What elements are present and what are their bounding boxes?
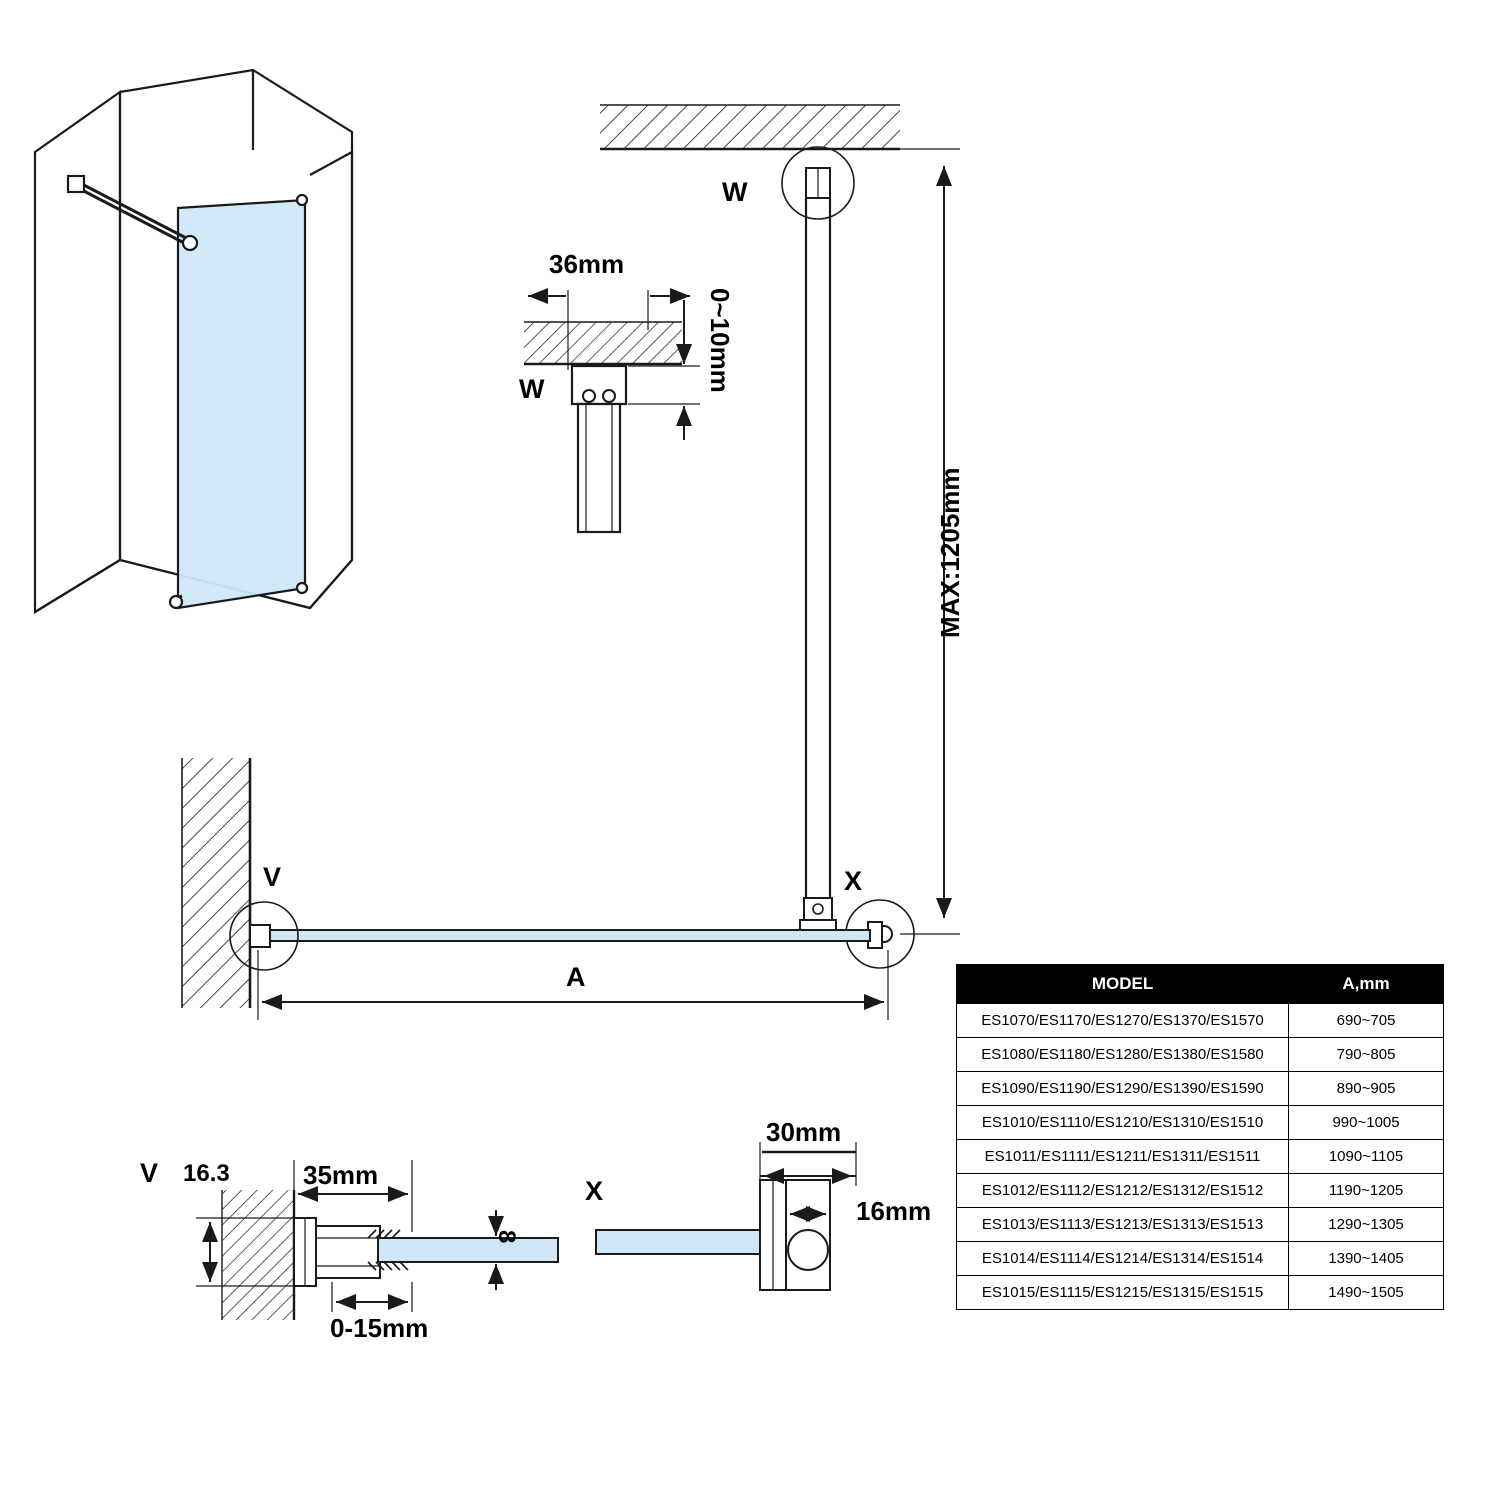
- cell-model: ES1012/ES1112/ES1212/ES1312/ES1512: [957, 1174, 1289, 1208]
- table-header-row: [957, 965, 1444, 1004]
- label-x-plan: X: [844, 866, 863, 896]
- label-v-detail: V: [140, 1158, 159, 1188]
- label-x-detail: X: [585, 1176, 604, 1206]
- dim-a: A: [566, 962, 586, 992]
- cell-model: ES1011/ES1111/ES1211/ES1311/ES1511: [957, 1140, 1289, 1174]
- dim-max-height: MAX:1205mm: [935, 467, 965, 638]
- dim-0-10mm: 0~10mm: [705, 288, 735, 393]
- table-row: [957, 1208, 1444, 1242]
- dim-36mm: 36mm: [549, 249, 625, 279]
- label-w-detail: W: [519, 374, 545, 404]
- isometric-view: [35, 70, 352, 612]
- cell-a: 890~905: [1289, 1072, 1444, 1106]
- dim-16-3: 16.3: [183, 1160, 230, 1187]
- table-row: [957, 1072, 1444, 1106]
- dim-35mm: 35mm: [303, 1160, 379, 1190]
- cell-a: 1190~1205: [1289, 1174, 1444, 1208]
- table-row: [957, 1106, 1444, 1140]
- cell-model: ES1010/ES1110/ES1210/ES1310/ES1510: [957, 1106, 1289, 1140]
- dim-0-15mm: 0-15mm: [330, 1313, 429, 1343]
- plan-view: [182, 758, 888, 1020]
- dim-30mm: 30mm: [766, 1117, 842, 1147]
- table-row: [957, 1242, 1444, 1276]
- table-row: [957, 1140, 1444, 1174]
- cell-model: ES1015/ES1115/ES1215/ES1315/ES1515: [957, 1276, 1289, 1310]
- table-body: [957, 1004, 1444, 1310]
- header-model: MODEL: [957, 965, 1289, 1004]
- cell-a: 1390~1405: [1289, 1242, 1444, 1276]
- cell-model: ES1070/ES1170/ES1270/ES1370/ES1570: [957, 1004, 1289, 1038]
- cell-model: ES1080/ES1180/ES1280/ES1380/ES1580: [957, 1038, 1289, 1072]
- dim-8mm: 8: [493, 1230, 520, 1244]
- cell-model: ES1090/ES1190/ES1290/ES1390/ES1590: [957, 1072, 1289, 1106]
- label-w-top: W: [722, 177, 748, 207]
- detail-w-section: [524, 290, 700, 532]
- elevation-view: [600, 105, 960, 968]
- table-row: [957, 1276, 1444, 1310]
- cell-a: 690~705: [1289, 1004, 1444, 1038]
- model-spec-table: [956, 964, 1444, 1310]
- table-row: [957, 1038, 1444, 1072]
- cell-a: 790~805: [1289, 1038, 1444, 1072]
- cell-a: 1290~1305: [1289, 1208, 1444, 1242]
- table-row: [957, 1004, 1444, 1038]
- cell-a: 1490~1505: [1289, 1276, 1444, 1310]
- cell-model: ES1013/ES1113/ES1213/ES1313/ES1513: [957, 1208, 1289, 1242]
- cell-a: 990~1005: [1289, 1106, 1444, 1140]
- detail-x-section: [596, 1142, 856, 1290]
- label-v-plan: V: [263, 862, 282, 892]
- table-row: [957, 1174, 1444, 1208]
- dim-16mm: 16mm: [856, 1196, 932, 1226]
- cell-model: ES1014/ES1114/ES1214/ES1314/ES1514: [957, 1242, 1289, 1276]
- cell-a: 1090~1105: [1289, 1140, 1444, 1174]
- header-a-mm: A,mm: [1289, 965, 1444, 1004]
